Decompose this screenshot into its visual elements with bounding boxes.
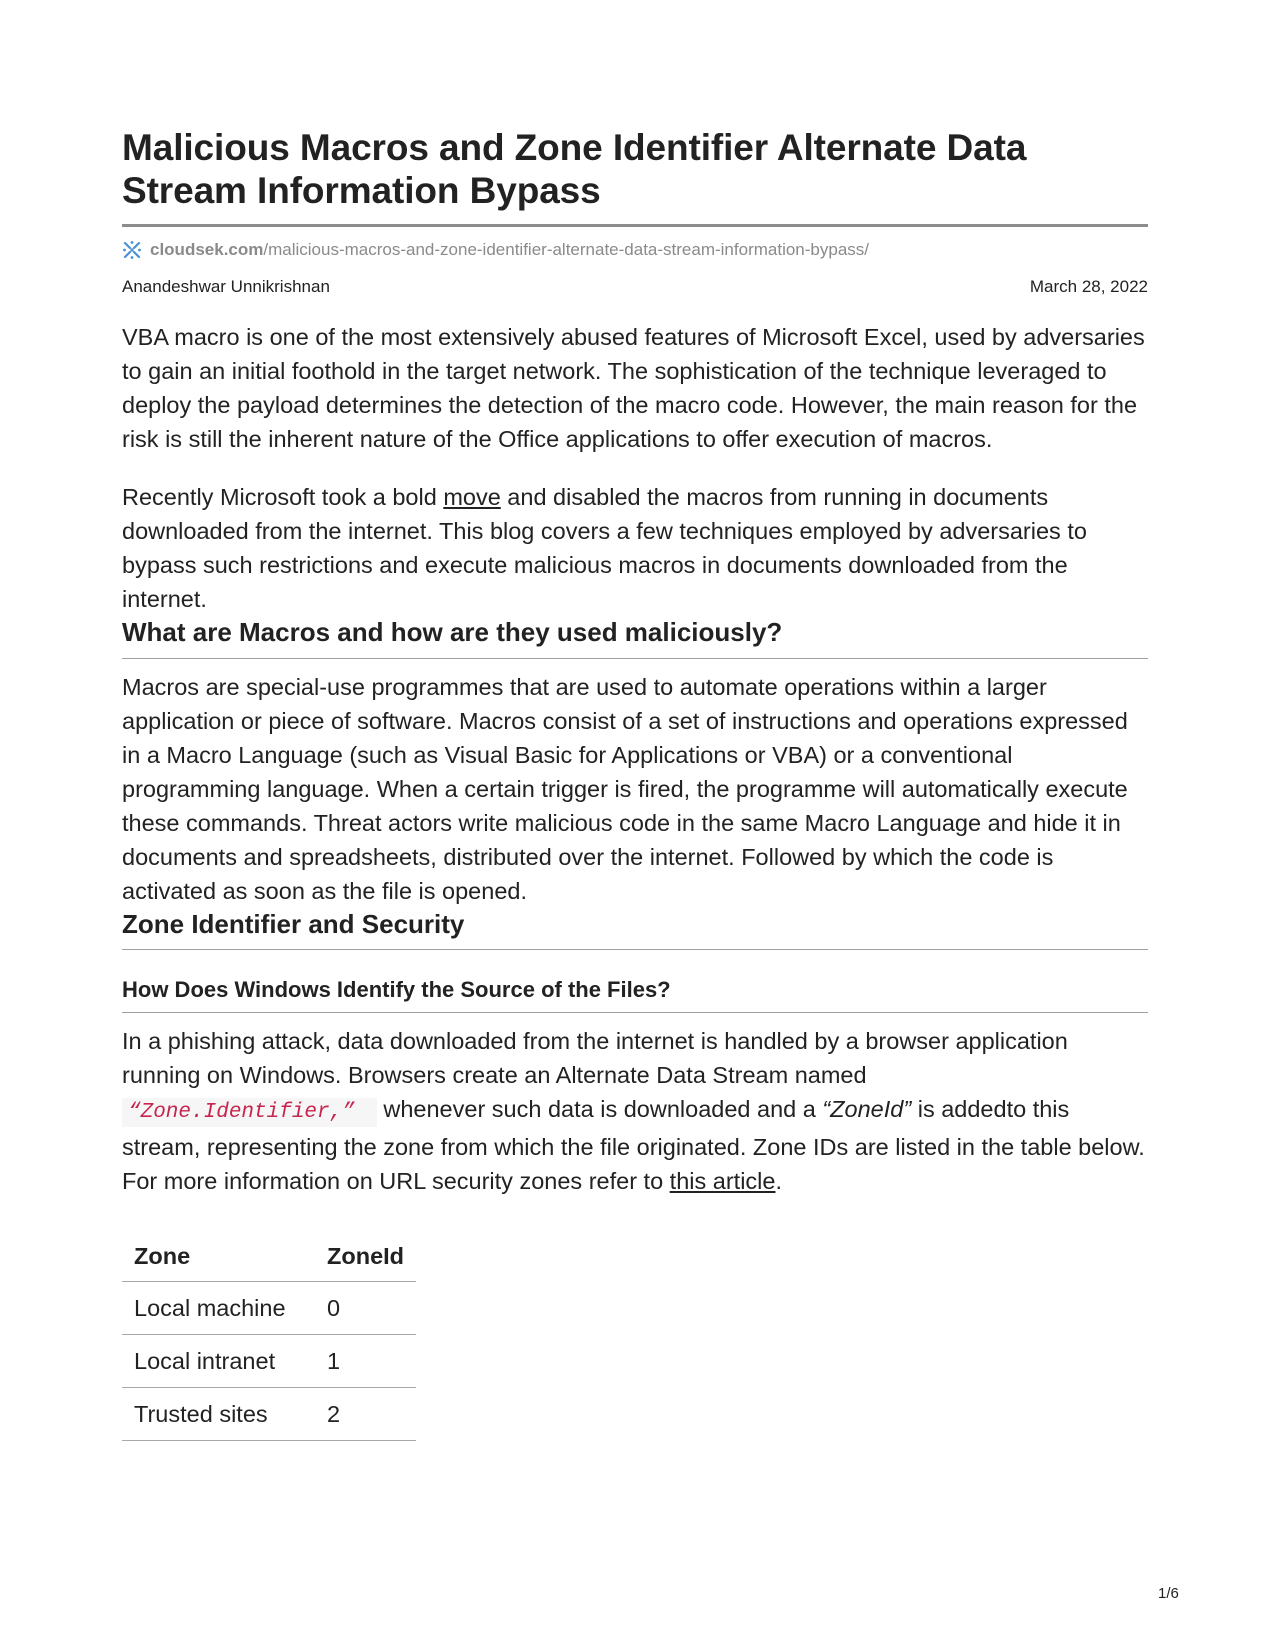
- page-number: 1/6: [1158, 1585, 1179, 1602]
- cloudsek-logo-icon: [122, 240, 142, 260]
- zone-text-end: .: [775, 1168, 782, 1194]
- table-row: [122, 1388, 416, 1441]
- source-domain: cloudsek.com: [150, 240, 264, 259]
- move-link[interactable]: move: [443, 484, 501, 510]
- zone-paragraph: [122, 1024, 1148, 1198]
- title-divider: [122, 224, 1148, 227]
- section-heading-zone-identifier: Zone Identifier and Security: [122, 909, 465, 939]
- zoneid-cell: 0: [315, 1282, 416, 1335]
- author-name: Anandeshwar Unnikrishnan: [122, 277, 330, 296]
- table-header-row: [122, 1231, 416, 1282]
- article-title: [122, 126, 1148, 212]
- subheading-windows-source: How Does Windows Identify the Source of the Files?: [122, 977, 671, 1002]
- subsection-divider: [122, 1012, 1148, 1013]
- intro-p2-text-after: and disabled the macros from running in documents downloaded from the internet. This blog covers a few techniques employed by adversaries to bypass such restrictions and execute malicious macros in documents downloaded from the internet.: [122, 484, 1087, 612]
- intro-p2-text-before: Recently Microsoft took a bold: [122, 484, 444, 510]
- zone-identifier-code: “Zone.Identifier,”: [122, 1098, 377, 1127]
- column-header-zone: Zone: [122, 1231, 315, 1282]
- zone-text-3: is addedto this stream, representing the zone from which the file originated. Zone IDs are listed in the table below. For more information on URL security zones refer to: [122, 1096, 1145, 1194]
- section-divider: [122, 658, 1148, 659]
- title-line-2: Stream Information Bypass: [122, 170, 601, 211]
- zone-cell: Local intranet: [122, 1335, 315, 1388]
- this-article-link[interactable]: this article: [669, 1168, 776, 1194]
- source-url[interactable]: [122, 239, 1148, 261]
- document-page: [122, 126, 1148, 1441]
- zoneid-cell: 2: [315, 1388, 416, 1441]
- zone-cell: Local machine: [122, 1282, 315, 1335]
- macros-paragraph: Macros are special-use programmes that are used to automate operations within a larger application or piece of software. Macros consist of a set of instructions and operations expressed in a Macro Language (such as Visual Basic for Applications or VBA) or a conventional programming language. When a certain trigger is fired, the programme will automatically execute these commands. Threat actors write malicious code in the same Macro Language and hide it in documents and spreadsheets, distributed over the internet. Followed by which the code is activated as soon as the file is opened.: [122, 674, 1128, 904]
- article-meta: [122, 276, 1148, 298]
- table-row: [122, 1282, 416, 1335]
- zone-table: [122, 1231, 416, 1441]
- title-line-1: Malicious Macros and Zone Identifier Alternate Data: [122, 127, 1027, 168]
- zoneid-cell: 1: [315, 1335, 416, 1388]
- publish-date: March 28, 2022: [1029, 277, 1148, 296]
- zoneid-quote: “ZoneId”: [822, 1096, 912, 1122]
- section-divider: [122, 949, 1148, 950]
- table-row: [122, 1335, 416, 1388]
- zone-text-2: whenever such data is downloaded and a: [376, 1096, 823, 1122]
- column-header-zoneid: ZoneId: [315, 1231, 416, 1282]
- zone-text-1: In a phishing attack, data downloaded from the internet is handled by a browser application running on Windows. Browsers create an Alternate Data Stream named: [122, 1028, 1068, 1088]
- zone-cell: Trusted sites: [122, 1388, 315, 1441]
- source-path: /malicious-macros-and-zone-identifier-alternate-data-stream-information-bypass/: [263, 240, 869, 259]
- intro-paragraph-1: VBA macro is one of the most extensively abused features of Microsoft Excel, used by adversaries to gain an initial foothold in the target network. The sophistication of the technique leveraged to deploy the payload determines the detection of the macro code. However, the main reason for the risk is still the inherent nature of the Office applications to offer execution of macros.: [122, 324, 1145, 452]
- intro-paragraph-2: [122, 480, 1148, 616]
- section-heading-macros: What are Macros and how are they used maliciously?: [122, 617, 783, 647]
